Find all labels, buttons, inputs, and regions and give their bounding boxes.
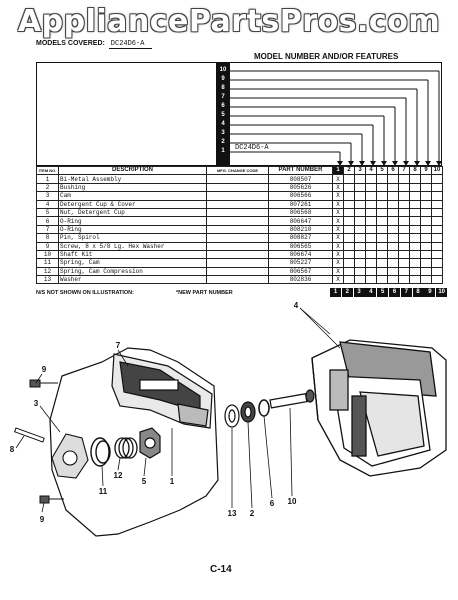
model-7-mark bbox=[399, 250, 410, 258]
callout-label: 11 bbox=[98, 487, 108, 496]
model-4-mark bbox=[366, 234, 377, 242]
callout-label: 2 bbox=[249, 509, 255, 518]
mfg-code bbox=[207, 259, 269, 267]
col-model-9: 9 bbox=[421, 167, 432, 175]
model-3-mark bbox=[355, 225, 366, 233]
model-9-mark bbox=[421, 250, 432, 258]
callout-label: 5 bbox=[141, 477, 147, 486]
watermark-logo: AppliancePartsPros.com bbox=[17, 4, 441, 39]
model-number-8: 8 bbox=[221, 85, 225, 91]
callout-label: 7 bbox=[115, 341, 121, 350]
description: O-Ring bbox=[59, 217, 207, 225]
model-10-mark bbox=[432, 276, 443, 284]
model-10-mark bbox=[432, 267, 443, 275]
model-3-mark bbox=[355, 175, 366, 183]
model-number-3: 3 bbox=[221, 130, 225, 136]
model-4-mark bbox=[366, 225, 377, 233]
table-row bbox=[37, 250, 443, 258]
model-8-mark bbox=[410, 267, 421, 275]
part-number: 806568 bbox=[269, 208, 333, 216]
description: Spring, Cam Compression bbox=[59, 267, 207, 275]
table-row bbox=[37, 259, 443, 267]
part-number: 806565 bbox=[269, 242, 333, 250]
screw-bottom bbox=[40, 496, 64, 503]
model-6-mark bbox=[388, 192, 399, 200]
footer-model-col-10: 10 bbox=[436, 288, 447, 297]
model-3-mark bbox=[355, 192, 366, 200]
model-4-mark bbox=[366, 192, 377, 200]
col-item-no: ITEM NO. bbox=[37, 167, 59, 175]
model-4-mark bbox=[366, 242, 377, 250]
model-number-4: 4 bbox=[221, 121, 225, 127]
model-4-mark bbox=[366, 259, 377, 267]
footer-model-col-4: 4 bbox=[365, 288, 376, 297]
table-row bbox=[37, 242, 443, 250]
model-10-mark bbox=[432, 250, 443, 258]
part-number: 808210 bbox=[269, 225, 333, 233]
model-4-mark bbox=[366, 183, 377, 191]
model-7-mark bbox=[399, 267, 410, 275]
mfg-code bbox=[207, 225, 269, 233]
spirol-pin bbox=[15, 428, 45, 442]
description: Detergent Cup & Cover bbox=[59, 200, 207, 208]
model-5-mark bbox=[377, 267, 388, 275]
model-7-mark bbox=[399, 225, 410, 233]
model-4-mark bbox=[366, 276, 377, 284]
model-2-mark bbox=[344, 276, 355, 284]
model-1-mark: X bbox=[333, 208, 344, 216]
col-mfg-code: MFG. CHANGE CODE bbox=[207, 167, 269, 175]
model-9-mark bbox=[421, 192, 432, 200]
model-number-9: 9 bbox=[221, 76, 225, 82]
model-2-mark bbox=[344, 208, 355, 216]
model-3-mark bbox=[355, 183, 366, 191]
model-6-mark bbox=[388, 276, 399, 284]
model-8-mark bbox=[410, 183, 421, 191]
mfg-code bbox=[207, 200, 269, 208]
model-number-2: 2 bbox=[221, 139, 225, 145]
model-9-mark bbox=[421, 217, 432, 225]
footer-model-columns bbox=[330, 288, 448, 297]
model-10-mark bbox=[432, 208, 443, 216]
part-number: 806647 bbox=[269, 217, 333, 225]
model-number-10: 10 bbox=[219, 67, 227, 73]
description: Screw, 8 x 5/8 Lg. Hex Washer bbox=[59, 242, 207, 250]
model-10-mark bbox=[432, 259, 443, 267]
model-2-mark bbox=[344, 250, 355, 258]
description: Washer bbox=[59, 276, 207, 284]
model-6-mark bbox=[388, 225, 399, 233]
model-number-7: 7 bbox=[221, 94, 225, 100]
mfg-code bbox=[207, 267, 269, 275]
item-no: 12 bbox=[37, 267, 59, 275]
model-6-mark bbox=[388, 242, 399, 250]
description: Cam bbox=[59, 192, 207, 200]
col-model-5: 5 bbox=[377, 167, 388, 175]
col-part-number: PART NUMBER bbox=[269, 167, 333, 175]
model-5-mark bbox=[377, 183, 388, 191]
part-number: 806674 bbox=[269, 250, 333, 258]
callout-label: 9 bbox=[41, 365, 47, 374]
description: Spring, Cam bbox=[59, 259, 207, 267]
part-number: 807261 bbox=[269, 200, 333, 208]
model-7-mark bbox=[399, 192, 410, 200]
model-3-mark bbox=[355, 242, 366, 250]
mfg-code bbox=[207, 183, 269, 191]
description: Bushing bbox=[59, 183, 207, 191]
callout-label: 4 bbox=[293, 301, 299, 310]
model-6-mark bbox=[388, 175, 399, 183]
models-covered-label: MODELS COVERED: bbox=[36, 40, 105, 47]
callout-label: 9 bbox=[39, 515, 45, 524]
item-no: 9 bbox=[37, 242, 59, 250]
model-6-mark bbox=[388, 250, 399, 258]
model-9-mark bbox=[421, 208, 432, 216]
callout-label: 13 bbox=[227, 509, 237, 518]
model-5-mark bbox=[377, 208, 388, 216]
table-row bbox=[37, 175, 443, 183]
model-5-mark bbox=[377, 217, 388, 225]
model-4-mark bbox=[366, 175, 377, 183]
footer-model-col-5: 5 bbox=[377, 288, 388, 297]
col-model-7: 7 bbox=[399, 167, 410, 175]
col-model-10: 10 bbox=[432, 167, 443, 175]
model-8-mark bbox=[410, 175, 421, 183]
model-8-mark bbox=[410, 242, 421, 250]
table-row bbox=[37, 192, 443, 200]
item-no: 3 bbox=[37, 192, 59, 200]
callout-label: 8 bbox=[9, 445, 15, 454]
model-9-mark bbox=[421, 200, 432, 208]
col-model-3: 3 bbox=[355, 167, 366, 175]
model-7-mark bbox=[399, 259, 410, 267]
model-6-mark bbox=[388, 259, 399, 267]
model-5-mark bbox=[377, 200, 388, 208]
model-3-mark bbox=[355, 217, 366, 225]
description: Nut, Detergent Cup bbox=[59, 208, 207, 216]
mfg-code bbox=[207, 217, 269, 225]
model-number-5: 5 bbox=[221, 112, 225, 118]
table-row bbox=[37, 276, 443, 284]
model-4-mark bbox=[366, 250, 377, 258]
parts-table bbox=[36, 166, 443, 284]
item-no: 10 bbox=[37, 250, 59, 258]
model-2-mark bbox=[344, 217, 355, 225]
model-1-mark: X bbox=[333, 175, 344, 183]
part-number: 806566 bbox=[269, 192, 333, 200]
model-7-mark bbox=[399, 234, 410, 242]
model-2-mark bbox=[344, 225, 355, 233]
description: Bi-Metal Assembly bbox=[59, 175, 207, 183]
model-9-mark bbox=[421, 276, 432, 284]
footer-model-col-2: 2 bbox=[342, 288, 353, 297]
model-1-mark: X bbox=[333, 259, 344, 267]
table-row bbox=[37, 183, 443, 191]
model-3-mark bbox=[355, 200, 366, 208]
callout-label: 6 bbox=[269, 499, 275, 508]
model-6-mark bbox=[388, 234, 399, 242]
parts-table-header bbox=[37, 167, 443, 175]
model-4-mark bbox=[366, 267, 377, 275]
model-5-mark bbox=[377, 225, 388, 233]
model-2-mark bbox=[344, 183, 355, 191]
model-10-mark bbox=[432, 242, 443, 250]
model-8-mark bbox=[410, 217, 421, 225]
model-2-mark bbox=[344, 234, 355, 242]
table-row bbox=[37, 267, 443, 275]
part-number: 802836 bbox=[269, 276, 333, 284]
model-5-mark bbox=[377, 175, 388, 183]
model-1-mark: X bbox=[333, 276, 344, 284]
item-no: 2 bbox=[37, 183, 59, 191]
model-7-mark bbox=[399, 217, 410, 225]
footer-model-col-3: 3 bbox=[354, 288, 365, 297]
model-8-mark bbox=[410, 259, 421, 267]
callout-label: 1 bbox=[169, 477, 175, 486]
part-number: 805626 bbox=[269, 183, 333, 191]
model-2-mark bbox=[344, 175, 355, 183]
model-7-mark bbox=[399, 200, 410, 208]
model-1-mark: X bbox=[333, 225, 344, 233]
model-10-mark bbox=[432, 200, 443, 208]
model-9-mark bbox=[421, 175, 432, 183]
model-7-mark bbox=[399, 276, 410, 284]
exploded-parts-diagram bbox=[0, 300, 458, 560]
model-3-mark bbox=[355, 276, 366, 284]
model-10-mark bbox=[432, 217, 443, 225]
table-row bbox=[37, 225, 443, 233]
model-1-mark: X bbox=[333, 234, 344, 242]
model-4-mark bbox=[366, 208, 377, 216]
model-4-mark bbox=[366, 200, 377, 208]
part-number: 805227 bbox=[269, 259, 333, 267]
callout-label: 12 bbox=[113, 471, 123, 480]
mfg-code bbox=[207, 242, 269, 250]
o-ring bbox=[259, 400, 269, 416]
part-number: 808827 bbox=[269, 234, 333, 242]
model-9-mark bbox=[421, 267, 432, 275]
washer bbox=[225, 405, 239, 427]
new-part-note: *NEW PART NUMBER bbox=[176, 290, 233, 296]
not-shown-note: N/S NOT SHOWN ON ILLUSTRATION: bbox=[36, 290, 134, 296]
page-number: C-14 bbox=[210, 564, 232, 575]
model-10-mark bbox=[432, 192, 443, 200]
mfg-code bbox=[207, 208, 269, 216]
model-8-mark bbox=[410, 208, 421, 216]
model-entry-1: DC24D6-A bbox=[235, 144, 269, 152]
detergent-cup-cover bbox=[312, 340, 446, 476]
detergent-cup-nut bbox=[140, 428, 160, 458]
model-10-mark bbox=[432, 234, 443, 242]
footer-model-col-7: 7 bbox=[401, 288, 412, 297]
item-no: 8 bbox=[37, 234, 59, 242]
col-model-1: 1 bbox=[333, 167, 344, 175]
model-9-mark bbox=[421, 234, 432, 242]
table-row bbox=[37, 200, 443, 208]
model-8-mark bbox=[410, 200, 421, 208]
mfg-code bbox=[207, 175, 269, 183]
model-6-mark bbox=[388, 208, 399, 216]
callout-label: 3 bbox=[33, 399, 39, 408]
model-5-mark bbox=[377, 192, 388, 200]
model-6-mark bbox=[388, 200, 399, 208]
model-6-mark bbox=[388, 217, 399, 225]
model-9-mark bbox=[421, 242, 432, 250]
model-6-mark bbox=[388, 183, 399, 191]
mfg-code bbox=[207, 276, 269, 284]
model-9-mark bbox=[421, 225, 432, 233]
model-2-mark bbox=[344, 267, 355, 275]
model-3-mark bbox=[355, 259, 366, 267]
model-5-mark bbox=[377, 234, 388, 242]
model-6-mark bbox=[388, 267, 399, 275]
footer-model-col-9: 9 bbox=[424, 288, 435, 297]
model-1-mark: X bbox=[333, 267, 344, 275]
model-1-mark: X bbox=[333, 200, 344, 208]
model-3-mark bbox=[355, 267, 366, 275]
screw-top bbox=[30, 380, 58, 387]
model-8-mark bbox=[410, 225, 421, 233]
model-8-mark bbox=[410, 192, 421, 200]
model-5-mark bbox=[377, 250, 388, 258]
model-9-mark bbox=[421, 259, 432, 267]
mfg-code bbox=[207, 234, 269, 242]
callout-label: 10 bbox=[287, 497, 297, 506]
description: O-Ring bbox=[59, 225, 207, 233]
model-5-mark bbox=[377, 242, 388, 250]
mfg-code bbox=[207, 250, 269, 258]
model-arrows bbox=[0, 0, 458, 180]
model-1-mark: X bbox=[333, 242, 344, 250]
col-description: DESCRIPTION bbox=[59, 167, 207, 175]
footer-model-col-6: 6 bbox=[389, 288, 400, 297]
item-no: 5 bbox=[37, 208, 59, 216]
item-no: 1 bbox=[37, 175, 59, 183]
model-2-mark bbox=[344, 200, 355, 208]
model-4-mark bbox=[366, 217, 377, 225]
model-7-mark bbox=[399, 183, 410, 191]
table-row bbox=[37, 234, 443, 242]
model-9-mark bbox=[421, 183, 432, 191]
item-no: 13 bbox=[37, 276, 59, 284]
mfg-code bbox=[207, 192, 269, 200]
models-covered-value: DC24D6-A bbox=[109, 40, 153, 49]
col-model-2: 2 bbox=[344, 167, 355, 175]
model-features-title: MODEL NUMBER AND/OR FEATURES bbox=[254, 52, 399, 61]
item-no: 7 bbox=[37, 225, 59, 233]
model-10-mark bbox=[432, 175, 443, 183]
item-no: 11 bbox=[37, 259, 59, 267]
model-2-mark bbox=[344, 259, 355, 267]
model-1-mark: X bbox=[333, 192, 344, 200]
footer-model-col-1: 1 bbox=[330, 288, 341, 297]
model-3-mark bbox=[355, 234, 366, 242]
model-1-mark: X bbox=[333, 250, 344, 258]
model-1-mark: X bbox=[333, 183, 344, 191]
model-number-6: 6 bbox=[221, 103, 225, 109]
model-5-mark bbox=[377, 276, 388, 284]
model-7-mark bbox=[399, 242, 410, 250]
model-7-mark bbox=[399, 208, 410, 216]
col-model-8: 8 bbox=[410, 167, 421, 175]
part-number: 808507 bbox=[269, 175, 333, 183]
model-8-mark bbox=[410, 250, 421, 258]
col-model-6: 6 bbox=[388, 167, 399, 175]
model-2-mark bbox=[344, 242, 355, 250]
bushing bbox=[241, 402, 255, 422]
model-3-mark bbox=[355, 250, 366, 258]
model-2-mark bbox=[344, 192, 355, 200]
model-10-mark bbox=[432, 183, 443, 191]
part-number: 806567 bbox=[269, 267, 333, 275]
model-1-mark: X bbox=[333, 217, 344, 225]
item-no: 6 bbox=[37, 217, 59, 225]
model-7-mark bbox=[399, 175, 410, 183]
col-model-4: 4 bbox=[366, 167, 377, 175]
model-3-mark bbox=[355, 208, 366, 216]
table-row bbox=[37, 217, 443, 225]
table-row bbox=[37, 208, 443, 216]
description: Shaft Kit bbox=[59, 250, 207, 258]
footer-model-col-8: 8 bbox=[413, 288, 424, 297]
shaft bbox=[270, 390, 314, 408]
item-no: 4 bbox=[37, 200, 59, 208]
model-8-mark bbox=[410, 276, 421, 284]
model-10-mark bbox=[432, 225, 443, 233]
model-8-mark bbox=[410, 234, 421, 242]
model-number-1: 1 bbox=[221, 148, 225, 154]
model-5-mark bbox=[377, 259, 388, 267]
description: Pin, Spirol bbox=[59, 234, 207, 242]
